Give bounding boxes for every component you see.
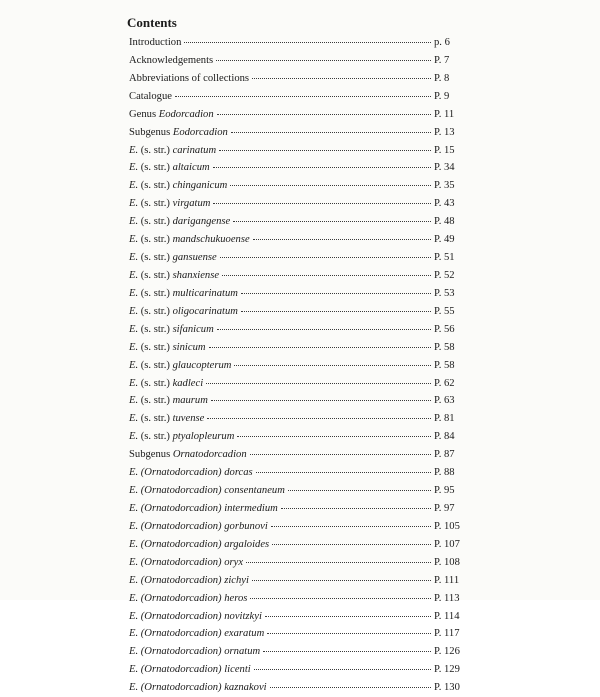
toc-entry-title bbox=[129, 572, 249, 590]
toc-entry-title bbox=[129, 303, 238, 321]
toc-entry-page: P. 88 bbox=[434, 467, 455, 479]
toc-entry bbox=[129, 608, 474, 626]
toc-entry-title-italic: maurum bbox=[172, 395, 208, 407]
toc-entry-title-italic: Ornatodorcadion bbox=[172, 449, 247, 461]
toc-entry-title-text: (s. str.) bbox=[138, 198, 173, 210]
toc-entry-page: P. 58 bbox=[434, 341, 455, 353]
toc-entry-title-text: (s. str.) bbox=[138, 341, 173, 353]
toc-entry-title-italic: E. (Ornatodorcadion) licenti bbox=[129, 664, 251, 676]
toc-entry bbox=[129, 213, 474, 231]
toc-entry-title-italic: Eodorcadion bbox=[158, 108, 214, 120]
dot-leader bbox=[252, 574, 431, 581]
toc-entry-title-text: (s. str.) bbox=[138, 144, 173, 156]
contents-list bbox=[129, 34, 474, 697]
dot-leader bbox=[250, 448, 431, 455]
toc-entry-page: P. 49 bbox=[434, 234, 455, 246]
toc-entry-title-italic: E. bbox=[129, 431, 139, 443]
toc-entry bbox=[129, 500, 474, 518]
toc-entry-title-italic: E. bbox=[129, 216, 139, 228]
toc-entry-title bbox=[129, 213, 230, 231]
dot-leader bbox=[237, 430, 431, 437]
toc-entry-title-italic: E. (Ornatodorcadion) exaratum bbox=[129, 628, 265, 640]
dot-leader bbox=[271, 520, 431, 527]
toc-entry-title-text: (s. str.) bbox=[138, 269, 173, 281]
toc-entry-page: P. 55 bbox=[434, 305, 455, 317]
toc-entry-title-italic: sifanicum bbox=[172, 323, 214, 335]
toc-entry-title bbox=[129, 375, 203, 393]
toc-entry-title-italic: mandschukuoense bbox=[172, 234, 250, 246]
toc-entry-title bbox=[129, 446, 247, 464]
toc-entry-title bbox=[129, 608, 262, 626]
dot-leader bbox=[184, 36, 431, 43]
toc-entry-title-italic: chinganicum bbox=[172, 180, 228, 192]
dot-leader bbox=[250, 592, 431, 599]
toc-entry bbox=[129, 142, 474, 160]
dot-leader bbox=[207, 412, 431, 419]
toc-entry bbox=[129, 339, 474, 357]
toc-entry bbox=[129, 321, 474, 339]
toc-entry-title-text: (s. str.) bbox=[138, 395, 173, 407]
toc-entry-title-italic: E. (Ornatodorcadion) zichyi bbox=[129, 574, 249, 586]
toc-entry-title-italic: multicarinatum bbox=[172, 287, 238, 299]
toc-entry bbox=[129, 70, 474, 88]
toc-entry bbox=[129, 303, 474, 321]
toc-entry-title-italic: gansuense bbox=[172, 252, 217, 264]
dot-leader bbox=[288, 484, 431, 491]
toc-entry-title-italic: shanxiense bbox=[172, 269, 220, 281]
toc-entry-title bbox=[129, 392, 208, 410]
toc-entry-title-text: Genus bbox=[129, 108, 159, 120]
toc-entry-title bbox=[129, 106, 214, 124]
toc-entry-title-italic: E. (Ornatodorcadion) consentaneum bbox=[129, 485, 285, 497]
dot-leader bbox=[175, 90, 431, 97]
toc-entry-title-text: (s. str.) bbox=[138, 323, 173, 335]
toc-entry-title-text: Subgenus bbox=[129, 449, 173, 461]
toc-entry-page: P. 97 bbox=[434, 502, 455, 514]
toc-entry-title-italic: Eodorcadion bbox=[172, 126, 228, 138]
toc-entry-page: P. 114 bbox=[434, 610, 460, 622]
toc-entry bbox=[129, 554, 474, 572]
toc-entry bbox=[129, 572, 474, 590]
dot-leader bbox=[231, 126, 431, 133]
toc-entry-title-text: (s. str.) bbox=[138, 162, 173, 174]
toc-entry-title bbox=[129, 159, 210, 177]
toc-entry-title bbox=[129, 124, 228, 142]
toc-entry bbox=[129, 679, 474, 697]
toc-entry bbox=[129, 625, 474, 643]
toc-entry-title-italic: E. bbox=[129, 252, 139, 264]
toc-entry bbox=[129, 267, 474, 285]
toc-entry-title-italic: E. bbox=[129, 395, 139, 407]
toc-entry-title-italic: glaucopterum bbox=[172, 359, 232, 371]
toc-entry-title-italic: virgatum bbox=[172, 198, 211, 210]
dot-leader bbox=[252, 72, 431, 79]
toc-entry bbox=[129, 643, 474, 661]
dot-leader bbox=[265, 610, 431, 617]
toc-entry-page: P. 105 bbox=[434, 520, 460, 532]
toc-entry bbox=[129, 52, 474, 70]
toc-entry bbox=[129, 518, 474, 536]
contents-title: Contents bbox=[127, 15, 177, 30]
toc-entry-title-text: (s. str.) bbox=[138, 431, 173, 443]
toc-entry-page: P. 111 bbox=[434, 574, 460, 586]
toc-entry-title-italic: E. (Ornatodorcadion) gorbunovi bbox=[129, 520, 268, 532]
toc-entry-title-italic: E. bbox=[129, 377, 139, 389]
toc-entry bbox=[129, 159, 474, 177]
toc-entry-title-text: (s. str.) bbox=[138, 413, 173, 425]
toc-entry-title-italic: E. (Ornatodorcadion) kaznakovi bbox=[129, 682, 267, 694]
toc-entry-title-italic: E. bbox=[129, 341, 139, 353]
toc-entry-title bbox=[129, 428, 234, 446]
toc-entry-title-text: Introduction bbox=[129, 37, 182, 48]
toc-entry bbox=[129, 482, 474, 500]
toc-entry-title bbox=[129, 70, 249, 88]
toc-entry-title bbox=[129, 231, 250, 249]
toc-entry-title bbox=[129, 267, 219, 285]
dot-leader bbox=[256, 466, 431, 473]
toc-entry-page: P. 87 bbox=[434, 449, 455, 461]
toc-entry-title-text: (s. str.) bbox=[138, 287, 173, 299]
toc-entry-title-italic: E. bbox=[129, 323, 139, 335]
toc-entry-title-italic: tuvense bbox=[172, 413, 205, 425]
toc-entry-page: P. 130 bbox=[434, 682, 460, 694]
toc-entry-title-italic: E. (Ornatodorcadion) argaloides bbox=[129, 538, 270, 550]
toc-entry-title-text: (s. str.) bbox=[138, 252, 173, 264]
toc-entry-title-italic: E. (Ornatodorcadion) heros bbox=[129, 592, 248, 604]
toc-entry-page: P. 7 bbox=[434, 54, 450, 66]
toc-entry-title-text: (s. str.) bbox=[138, 180, 173, 192]
toc-entry bbox=[129, 124, 474, 142]
toc-entry bbox=[129, 428, 474, 446]
dot-leader bbox=[241, 287, 431, 294]
toc-entry-page: P. 13 bbox=[434, 126, 455, 138]
toc-entry bbox=[129, 375, 474, 393]
toc-entry-title-italic: E. (Ornatodorcadion) ornatum bbox=[129, 646, 261, 658]
toc-entry-title bbox=[129, 590, 247, 608]
toc-entry bbox=[129, 106, 474, 124]
toc-entry-title-italic: darigangense bbox=[172, 216, 231, 228]
toc-entry-title bbox=[129, 500, 278, 518]
toc-entry-title bbox=[129, 321, 214, 339]
toc-entry-title-italic: E. bbox=[129, 269, 139, 281]
toc-entry-page: p. 6 bbox=[434, 37, 450, 48]
dot-leader bbox=[263, 645, 431, 652]
dot-leader bbox=[234, 359, 431, 366]
toc-entry-title bbox=[129, 142, 216, 160]
toc-entry bbox=[129, 231, 474, 249]
dot-leader bbox=[253, 233, 431, 240]
toc-entry-title-italic: E. bbox=[129, 162, 139, 174]
toc-entry-title-italic: E. bbox=[129, 144, 139, 156]
toc-entry-title bbox=[129, 357, 231, 375]
toc-entry-title-italic: E. bbox=[129, 234, 139, 246]
dot-leader bbox=[233, 215, 431, 222]
toc-entry-page: P. 56 bbox=[434, 323, 455, 335]
toc-entry-title-italic: sinicum bbox=[172, 341, 206, 353]
toc-entry-title bbox=[129, 518, 268, 536]
toc-entry-page: P. 126 bbox=[434, 646, 460, 658]
toc-entry-title bbox=[129, 34, 181, 52]
toc-entry-title bbox=[129, 679, 267, 697]
toc-entry-title bbox=[129, 195, 210, 213]
toc-entry bbox=[129, 195, 474, 213]
toc-entry-page: P. 34 bbox=[434, 162, 455, 174]
toc-entry-page: P. 63 bbox=[434, 395, 455, 407]
toc-entry-page: P. 35 bbox=[434, 180, 455, 192]
toc-entry-title bbox=[129, 88, 172, 106]
toc-entry-title-italic: E. (Ornatodorcadion) dorcas bbox=[129, 467, 253, 479]
toc-entry bbox=[129, 88, 474, 106]
dot-leader bbox=[206, 377, 431, 384]
toc-entry-title-text: (s. str.) bbox=[138, 359, 173, 371]
toc-entry-page: P. 52 bbox=[434, 269, 455, 281]
dot-leader bbox=[281, 502, 431, 509]
toc-entry-title-text: Acknowledgements bbox=[129, 54, 214, 66]
toc-entry-title bbox=[129, 661, 251, 679]
dot-leader bbox=[217, 108, 431, 115]
toc-entry-page: P. 62 bbox=[434, 377, 455, 389]
toc-entry-title-italic: E. bbox=[129, 413, 139, 425]
dot-leader bbox=[217, 323, 431, 330]
toc-entry-title bbox=[129, 249, 217, 267]
toc-entry bbox=[129, 410, 474, 428]
toc-entry-title-italic: E. bbox=[129, 180, 139, 192]
toc-entry-page: P. 11 bbox=[434, 108, 455, 120]
toc-entry-title-italic: carinatum bbox=[172, 144, 217, 156]
toc-entry bbox=[129, 661, 474, 679]
toc-entry-page: P. 129 bbox=[434, 664, 460, 676]
toc-entry-title-text: (s. str.) bbox=[138, 377, 173, 389]
toc-entry-page: P. 58 bbox=[434, 359, 455, 371]
toc-entry-title bbox=[129, 536, 269, 554]
toc-entry-title-italic: E. bbox=[129, 287, 139, 299]
toc-entry-page: P. 84 bbox=[434, 431, 455, 443]
toc-entry-title bbox=[129, 410, 204, 428]
dot-leader bbox=[216, 54, 431, 61]
toc-entry-title bbox=[129, 464, 253, 482]
toc-entry-title bbox=[129, 285, 238, 303]
dot-leader bbox=[209, 341, 431, 348]
toc-entry bbox=[129, 464, 474, 482]
dot-leader bbox=[246, 556, 431, 563]
toc-entry bbox=[129, 392, 474, 410]
toc-entry-page: P. 9 bbox=[434, 90, 450, 102]
toc-entry bbox=[129, 177, 474, 195]
toc-entry-title-italic: kadleci bbox=[172, 377, 204, 389]
dot-leader bbox=[213, 197, 431, 204]
toc-entry-page: P. 53 bbox=[434, 287, 455, 299]
dot-leader bbox=[272, 538, 431, 545]
dot-leader bbox=[211, 394, 431, 401]
dot-leader bbox=[241, 305, 431, 312]
toc-entry-title-italic: E. (Ornatodorcadion) novitzkyi bbox=[129, 610, 262, 622]
toc-entry-title bbox=[129, 554, 243, 572]
toc-entry-page: P. 51 bbox=[434, 252, 455, 264]
toc-entry-title-text: (s. str.) bbox=[138, 234, 173, 246]
toc-entry-title bbox=[129, 643, 260, 661]
toc-entry bbox=[129, 446, 474, 464]
toc-entry-title-text: (s. str.) bbox=[138, 305, 173, 317]
toc-entry bbox=[129, 34, 474, 52]
toc-entry-title-text: Catalogue bbox=[129, 90, 172, 102]
toc-entry bbox=[129, 590, 474, 608]
toc-entry-page: P. 43 bbox=[434, 198, 455, 210]
toc-entry-title-text: (s. str.) bbox=[138, 216, 173, 228]
toc-entry-title-italic: E. bbox=[129, 198, 139, 210]
dot-leader bbox=[213, 161, 431, 168]
toc-entry-title-italic: E. (Ornatodorcadion) oryx bbox=[129, 556, 244, 568]
dot-leader bbox=[270, 681, 431, 688]
toc-entry-title bbox=[129, 625, 264, 643]
toc-entry bbox=[129, 357, 474, 375]
toc-entry-page: P. 15 bbox=[434, 144, 455, 156]
dot-leader bbox=[230, 179, 431, 186]
dot-leader bbox=[267, 627, 431, 634]
toc-entry bbox=[129, 285, 474, 303]
toc-entry-page: P. 108 bbox=[434, 556, 460, 568]
toc-entry-page: P. 95 bbox=[434, 485, 455, 497]
toc-entry-page: P. 107 bbox=[434, 538, 460, 550]
toc-entry-page: P. 117 bbox=[434, 628, 460, 640]
dot-leader bbox=[219, 144, 431, 151]
dot-leader bbox=[220, 251, 431, 258]
toc-entry-title-italic: E. bbox=[129, 305, 139, 317]
toc-entry-title bbox=[129, 482, 285, 500]
toc-entry bbox=[129, 536, 474, 554]
toc-entry-page: P. 81 bbox=[434, 413, 455, 425]
dot-leader bbox=[222, 269, 431, 276]
toc-entry-title-italic: altaicum bbox=[172, 162, 210, 174]
toc-entry-title bbox=[129, 177, 227, 195]
toc-entry-title-italic: ptyalopleurum bbox=[172, 431, 235, 443]
toc-entry-title-text: Abbreviations of collections bbox=[129, 72, 250, 84]
toc-entry-title bbox=[129, 52, 213, 70]
toc-entry-page: P. 8 bbox=[434, 72, 450, 84]
toc-entry-title-text: Subgenus bbox=[129, 126, 173, 138]
dot-leader bbox=[254, 663, 431, 670]
toc-entry-page: P. 113 bbox=[434, 592, 460, 604]
toc-entry-title-italic: E. (Ornatodorcadion) intermedium bbox=[129, 502, 278, 514]
toc-entry-title-italic: E. bbox=[129, 359, 139, 371]
toc-entry-title bbox=[129, 339, 206, 357]
toc-entry-page: P. 48 bbox=[434, 216, 455, 228]
toc-entry bbox=[129, 249, 474, 267]
toc-entry-title-italic: oligocarinatum bbox=[172, 305, 238, 317]
